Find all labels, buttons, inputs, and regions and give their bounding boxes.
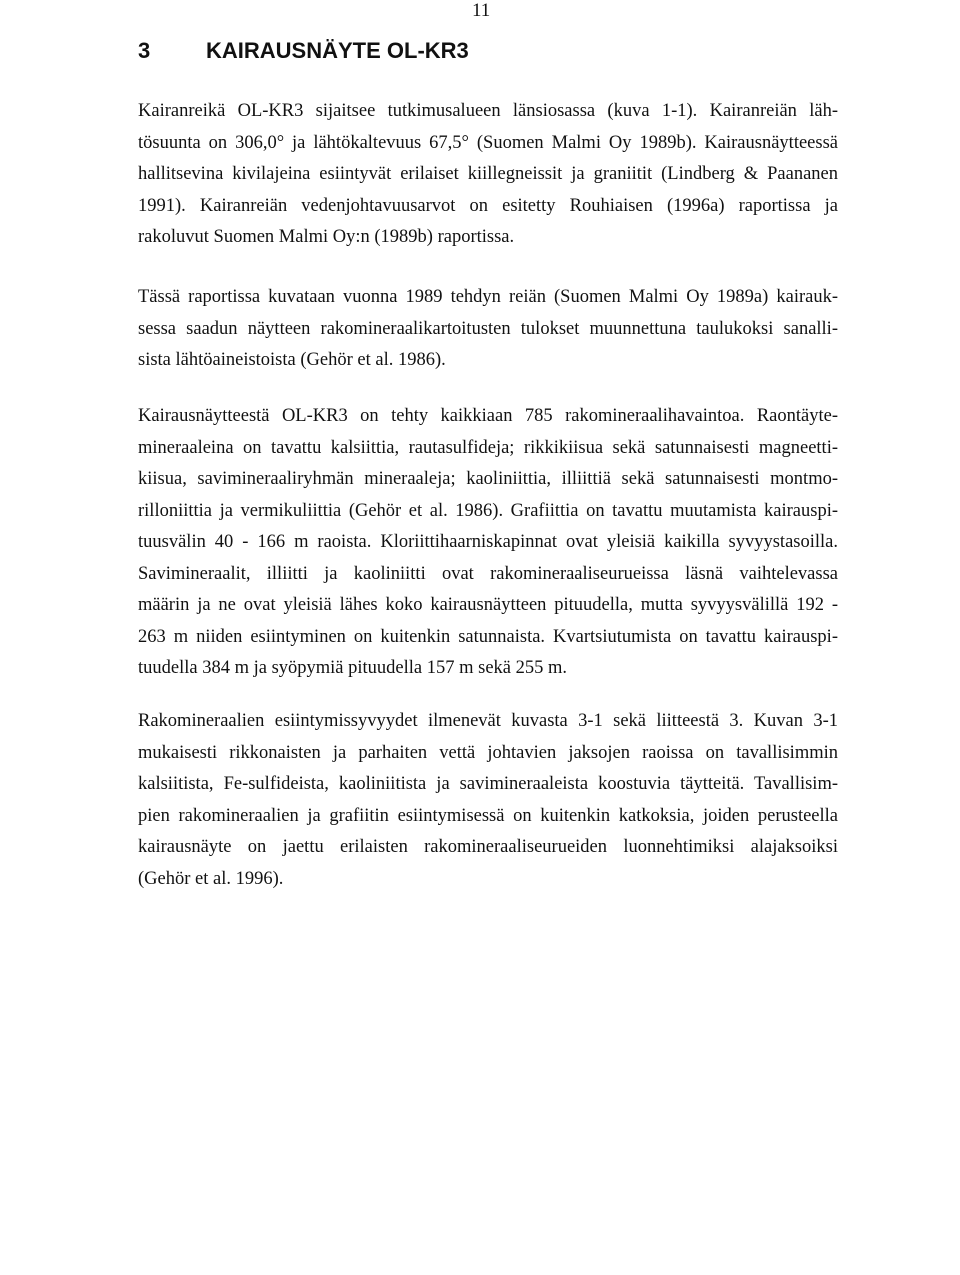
text-line: (Gehör et al. 1996). <box>138 868 284 889</box>
text-line: mineraaleina on tavattu kalsiittia, rautasulfideja; rikkikiisua sekä satunnaisesti magneetti- <box>138 437 838 458</box>
text-line: Kairausnäytteestä OL-KR3 on tehty kaikkiaan 785 rakomineraalihavaintoa. Raontäyte- <box>138 406 838 426</box>
text-line: 263 m niiden esiintyminen on kuitenkin satunnaista. Kvartsiutumista on tavattu kairauspi- <box>138 626 838 647</box>
text-line: rakoluvut Suomen Malmi Oy:n (1989b) raportissa. <box>138 227 515 247</box>
text-line: kairausnäyte on jaettu erilaisten rakomineraaliseurueiden luonnehtimiksi alajaksoiksi <box>138 837 838 857</box>
text-line: tösuunta on 306,0° ja lähtökaltevuus 67,5° (Suomen Malmi Oy 1989b). Kairausnäytteessä <box>138 132 838 153</box>
paragraph-4 <box>138 706 838 895</box>
paragraph-3 <box>138 401 838 685</box>
text-line: hallitsevina kivilajeina esiintyvät erilaiset kiillegneissit ja graniitit (Lindberg & Paananen <box>138 164 838 184</box>
text-line: tuudella 384 m ja syöpymiä pituudella 157 m sekä 255 m. <box>138 658 568 678</box>
text-line: Tässä raportissa kuvataan vuonna 1989 tehdyn reiän (Suomen Malmi Oy 1989a) kairauk- <box>138 287 838 307</box>
text-line: sista lähtöaineistoista (Gehör et al. 1986). <box>138 350 446 370</box>
section-number: 3 <box>138 38 151 63</box>
section-title: KAIRAUSNÄYTE OL-KR3 <box>206 38 469 63</box>
text-line: määrin ja ne ovat yleisiä lähes koko kairausnäytteen pituudella, mutta syvyysvälillä 192 - <box>138 595 838 615</box>
text-line: tuusvälin 40 - 166 m raoista. Kloriittihaarniskapinnat ovat yleisiä kaikilla syvyystasoilla. <box>138 532 838 552</box>
paragraph-1 <box>138 96 838 254</box>
page-number: 11 <box>472 0 491 21</box>
text-line: 1991). Kairanreiän vedenjohtavuusarvot on esitetty Rouhiaisen (1996a) raportissa ja <box>138 195 838 216</box>
text-line: Kairanreikä OL-KR3 sijaitsee tutkimusalueen länsiosassa (kuva 1-1). Kairanreiän läh- <box>138 101 838 121</box>
text-line: sessa saadun näytteen rakomineraalikartoitusten tulokset muunnettuna taulukoksi sanalli- <box>138 318 838 339</box>
text-line: kalsiitista, Fe-sulfideista, kaoliniitista ja savimineraaleista koostuvia täytteitä. Tavallisim- <box>138 774 838 794</box>
section-heading <box>138 38 469 64</box>
text-line: mukaisesti rikkonaisten ja parhaiten vettä johtavien jaksojen raoissa on tavallisimmin <box>138 742 838 763</box>
text-line: pien rakomineraalien ja grafiitin esiintymisessä on kuitenkin katkoksia, joiden perusteella <box>138 805 838 826</box>
text-line: kiisua, savimineraaliryhmän mineraaleja; kaoliniittia, illiittiä sekä satunnaisesti montmo- <box>138 469 838 489</box>
paragraph-2 <box>138 282 838 377</box>
text-line: Savimineraalit, illiitti ja kaoliniitti ovat rakomineraaliseurueissa läsnä vaihtelevassa <box>138 563 838 584</box>
text-line: rilloniittia ja vermikuliittia (Gehör et al. 1986). Grafiittia on tavattu muutamista kairauspi- <box>138 500 838 521</box>
text-line: Rakomineraalien esiintymissyvyydet ilmenevät kuvasta 3-1 sekä liitteestä 3. Kuvan 3-1 <box>138 711 838 731</box>
